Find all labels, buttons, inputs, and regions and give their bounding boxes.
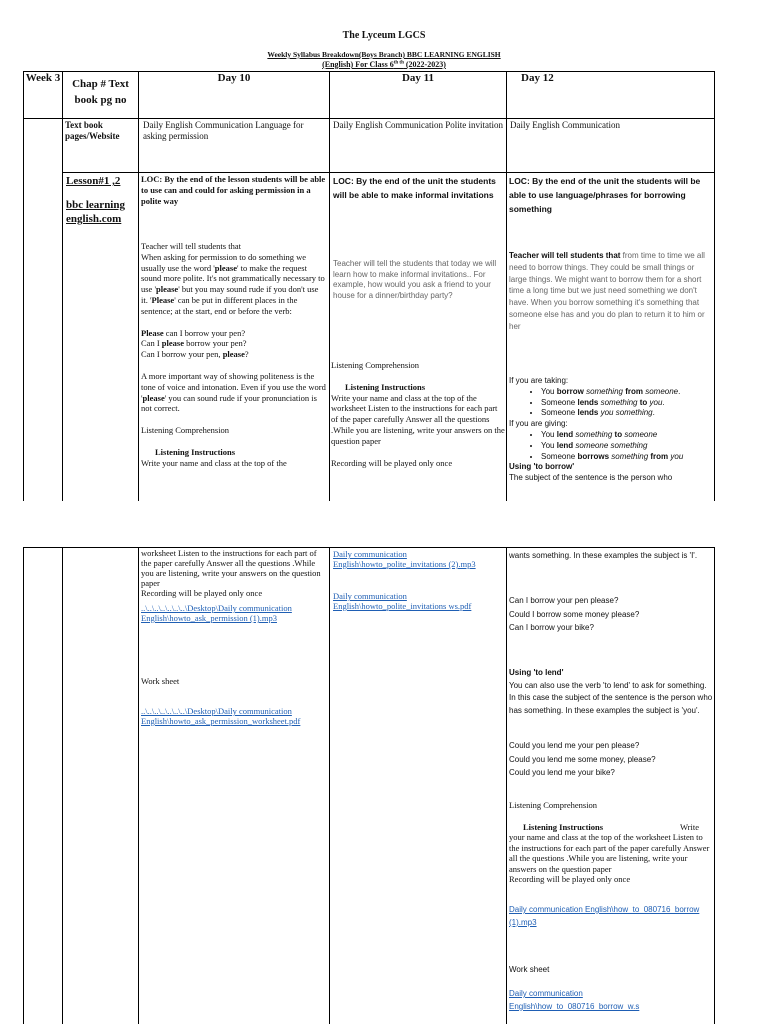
day10-loc: LOC: By the end of the lesson students will be able to use can and could for asking permission in a polite way	[141, 174, 326, 206]
day11-audio-link[interactable]: Daily communication English\howto_polite_invitations (2).mp3	[333, 549, 476, 569]
day10-audio-link[interactable]: ..\..\..\..\..\..\..\Desktop\Daily communication English\howto_ask_permission (1).mp3	[141, 603, 292, 623]
day11-intro: Teacher will tell the students that today we will learn how to make informal invitations.. For example, how would you ask a friend to your house for a dinner/birthday party?	[333, 259, 497, 300]
day10-body: Teacher will tell students that When asking for permission to do something we usually use the word 'please' to make the request sound more polite. It's not grammatically necessary to use 'please' but you may sound rude if you don't use it. 'Please' can be put in different places in the sentence; at the start, end or before the verb: Please can I borrow your pen? Can I please borrow your pen? Can I borrow your pen, please? A more important way of showing politeness is the tone of voice and intonation. Even if you use the word 'please' you can sound rude if your pronunciation is not correct. Listening Comprehension Listening Instructions Write your name and class at the top of the	[141, 241, 326, 468]
day12-worksheet-link[interactable]: Daily communication English\how_to_080716_borrow_w.s	[509, 989, 640, 1011]
day12-worksheet-label: Work sheet	[509, 965, 550, 974]
day12-lend-section: Using 'to lend' You can also use the verb 'to lend' to ask for something. In this case the subject of the sentence is the person who has something. In these examples the subject is 'you'.	[509, 668, 713, 715]
day10-continued: worksheet Listen to the instructions for each part of the paper carefully Answer all the questions .While you are listening, write your answers on the question paper Recording will be played only once	[141, 548, 321, 598]
day11-loc: LOC: By the end of the unit the students will be able to make informal invitations	[333, 176, 496, 200]
day12-listening: Listening Comprehension Listening Instructions Write your name and class at the top of the worksheet Listen to the instructions for each part of the paper carefully Answer all the questions .While you are listening, write your answers on the question paper Recording will be played only once	[509, 800, 710, 884]
day11-topic: Daily English Communication Polite invitation	[333, 120, 503, 130]
day12-lend-examples: Could you lend me your pen please? Could you lend me some money, please? Could you lend me your bike?	[509, 741, 656, 777]
website-label: bbc learning english.com	[66, 199, 125, 225]
syllabus-subtitle: Weekly Syllabus Breakdown(Boys Branch) BBC LEARNING ENGLISH	[267, 50, 501, 59]
school-title: The Lyceum LGCS	[342, 30, 426, 41]
day12-intro: Teacher will tell students that from time to time we all need to borrow things. They could be small things or large things. We might want to borrow them for a short time a long time but we just need something we don't have. When you borrow something it's something that someone else has and you do plan to return it to him or her	[509, 251, 705, 331]
lesson-label: Lesson#1 ,2	[66, 175, 121, 187]
day11-worksheet-link[interactable]: Daily communication English\howto_polite_invitations ws.pdf	[333, 591, 472, 611]
col-week-header: Week 3	[25, 72, 61, 84]
col-day12-header: Day 12	[521, 72, 554, 84]
day12-borrow-examples: Can I borrow your pen please? Could I borrow some money please? Can I borrow your bike?	[509, 596, 640, 632]
day12-borrow-lend: If you are taking: • You borrow something from someone. • Someone lends something to you. • Someone lends you something. If you are giving: • You lend something to someone • You lend someone something • Someone borrows something from you Using 'to borrow' The subject of the sentence is the person who	[509, 376, 713, 501]
day10-worksheet-link[interactable]: ..\..\..\..\..\..\..\Desktop\Daily communication English\howto_ask_permission_worksheet.pdf	[141, 706, 301, 726]
day10-worksheet-label: Work sheet	[141, 676, 180, 686]
col-day10-header: Day 10	[217, 72, 251, 84]
col-day11-header: Day 11	[401, 72, 435, 84]
day11-listening: Listening Comprehension Listening Instructions Write your name and class at the top of the worksheet Listen to the instructions for each part of the paper carefully Answer all the questions .While you are listening, write your answers on the question paper Recording will be played only once	[331, 360, 505, 468]
day12-continued: wants something. In these examples the subject is 'I'.	[509, 551, 698, 560]
day10-topic: Daily English Communication Language for asking permission	[143, 120, 304, 141]
day12-loc: LOC: By the end of the unit the students will be able to use language/phrases for borrowing something	[509, 176, 701, 214]
textbook-label: Text book pages/Website	[65, 120, 120, 141]
day12-topic: Daily English Communication	[510, 120, 620, 130]
day12-audio-link[interactable]: Daily communication English\how_to_080716_borrow (1).mp3	[509, 905, 700, 927]
class-subtitle: (English) For Class $6^{th th}$ (2022-2023)	[322, 60, 446, 69]
col-chap-header: Chap # Text book pg no	[72, 78, 129, 106]
